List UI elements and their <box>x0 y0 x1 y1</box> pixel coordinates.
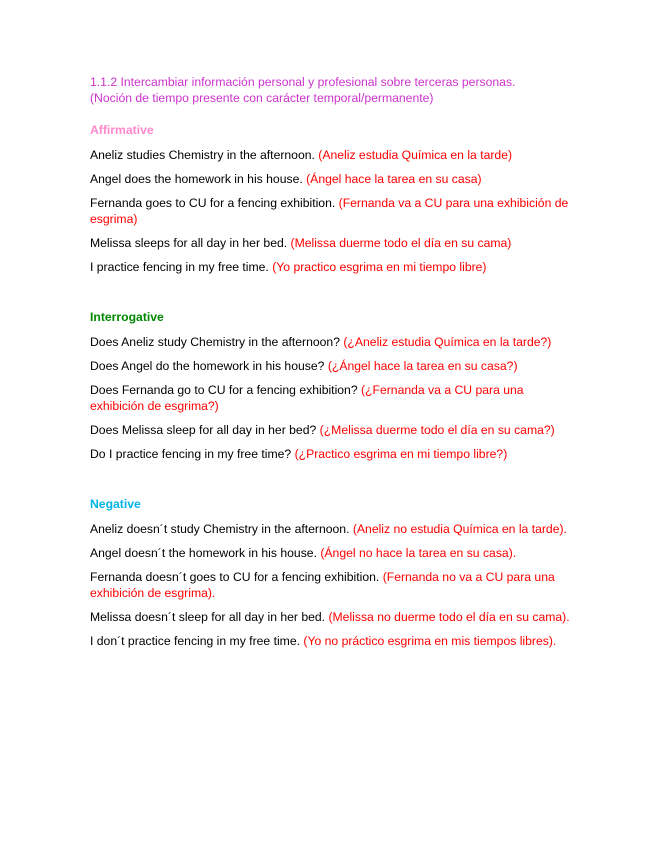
sentence-item <box>90 569 570 601</box>
english-sentence: Fernanda doesn´t goes to CU for a fencing exhibition. <box>90 570 380 584</box>
spanish-translation: (Fernanda no va a CU para una exhibición de esgrima). <box>90 570 555 600</box>
spanish-translation: (¿Aneliz estudia Química en la tarde?) <box>343 335 552 349</box>
sentence-item <box>90 382 570 414</box>
english-sentence: Does Angel do the homework in his house? <box>90 359 325 373</box>
affirmative-title: Affirmative <box>90 123 154 137</box>
sentence-item <box>90 334 570 350</box>
english-sentence: Melissa doesn´t sleep for all day in her bed. <box>90 610 326 624</box>
spanish-translation: (Yo practico esgrima en mi tiempo libre) <box>272 260 487 274</box>
sentence-item <box>90 358 570 374</box>
english-sentence: Fernanda goes to CU for a fencing exhibition. <box>90 196 336 210</box>
english-sentence: Aneliz doesn´t study Chemistry in the afternoon. <box>90 522 350 536</box>
english-sentence: I practice fencing in my free time. <box>90 260 269 274</box>
sentence-item <box>90 195 570 227</box>
sentence-item <box>90 422 570 438</box>
sentence-item <box>90 633 570 649</box>
english-sentence: Angel does the homework in his house. <box>90 172 303 186</box>
english-sentence: Angel doesn´t the homework in his house. <box>90 546 317 560</box>
sentence-item <box>90 171 570 187</box>
sentence-item <box>90 147 570 163</box>
heading-line-2: (Noción de tiempo presente con carácter temporal/permanente) <box>90 91 434 105</box>
english-sentence: Does Aneliz study Chemistry in the afternoon? <box>90 335 340 349</box>
english-sentence: Aneliz studies Chemistry in the afternoon. <box>90 148 315 162</box>
negative-section <box>90 496 570 649</box>
negative-title: Negative <box>90 497 141 511</box>
spanish-translation: (Melissa duerme todo el día en su cama) <box>290 236 512 250</box>
spanish-translation: (Aneliz estudia Química en la tarde) <box>318 148 513 162</box>
interrogative-section <box>90 309 570 462</box>
spanish-translation: (Ángel no hace la tarea en su casa). <box>320 546 517 560</box>
sentence-item <box>90 521 570 537</box>
spanish-translation: (Fernanda va a CU para una exhibición de esgrima) <box>90 196 569 226</box>
english-sentence: Does Melissa sleep for all day in her bed? <box>90 423 317 437</box>
spanish-translation: (Yo no práctico esgrima en mis tiempos libres). <box>303 634 557 648</box>
english-sentence: Does Fernanda go to CU for a fencing exhibition? <box>90 383 358 397</box>
spanish-translation: (Aneliz no estudia Química en la tarde). <box>352 522 567 536</box>
spanish-translation: (¿Melissa duerme todo el día en su cama?) <box>319 423 555 437</box>
affirmative-section <box>90 122 570 275</box>
interrogative-title: Interrogative <box>90 310 164 324</box>
document-page <box>90 74 570 657</box>
spanish-translation: (¿Ángel hace la tarea en su casa?) <box>327 359 518 373</box>
spanish-translation: (¿Practico esgrima en mi tiempo libre?) <box>294 447 508 461</box>
document-heading <box>90 74 570 106</box>
spanish-translation: (Melissa no duerme todo el día en su cama). <box>328 610 570 624</box>
section-spacer <box>90 470 570 496</box>
heading-line-1: 1.1.2 Intercambiar información personal y profesional sobre terceras personas. <box>90 75 516 89</box>
sentence-item <box>90 446 570 462</box>
spanish-translation: (¿Fernanda va a CU para una exhibición de esgrima?) <box>90 383 524 413</box>
spanish-translation: (Ángel hace la tarea en su casa) <box>306 172 482 186</box>
sentence-item <box>90 259 570 275</box>
english-sentence: Do I practice fencing in my free time? <box>90 447 292 461</box>
english-sentence: Melissa sleeps for all day in her bed. <box>90 236 288 250</box>
sentence-item <box>90 545 570 561</box>
sentence-item <box>90 235 570 251</box>
section-spacer <box>90 283 570 309</box>
sentence-item <box>90 609 570 625</box>
english-sentence: I don´t practice fencing in my free time. <box>90 634 300 648</box>
